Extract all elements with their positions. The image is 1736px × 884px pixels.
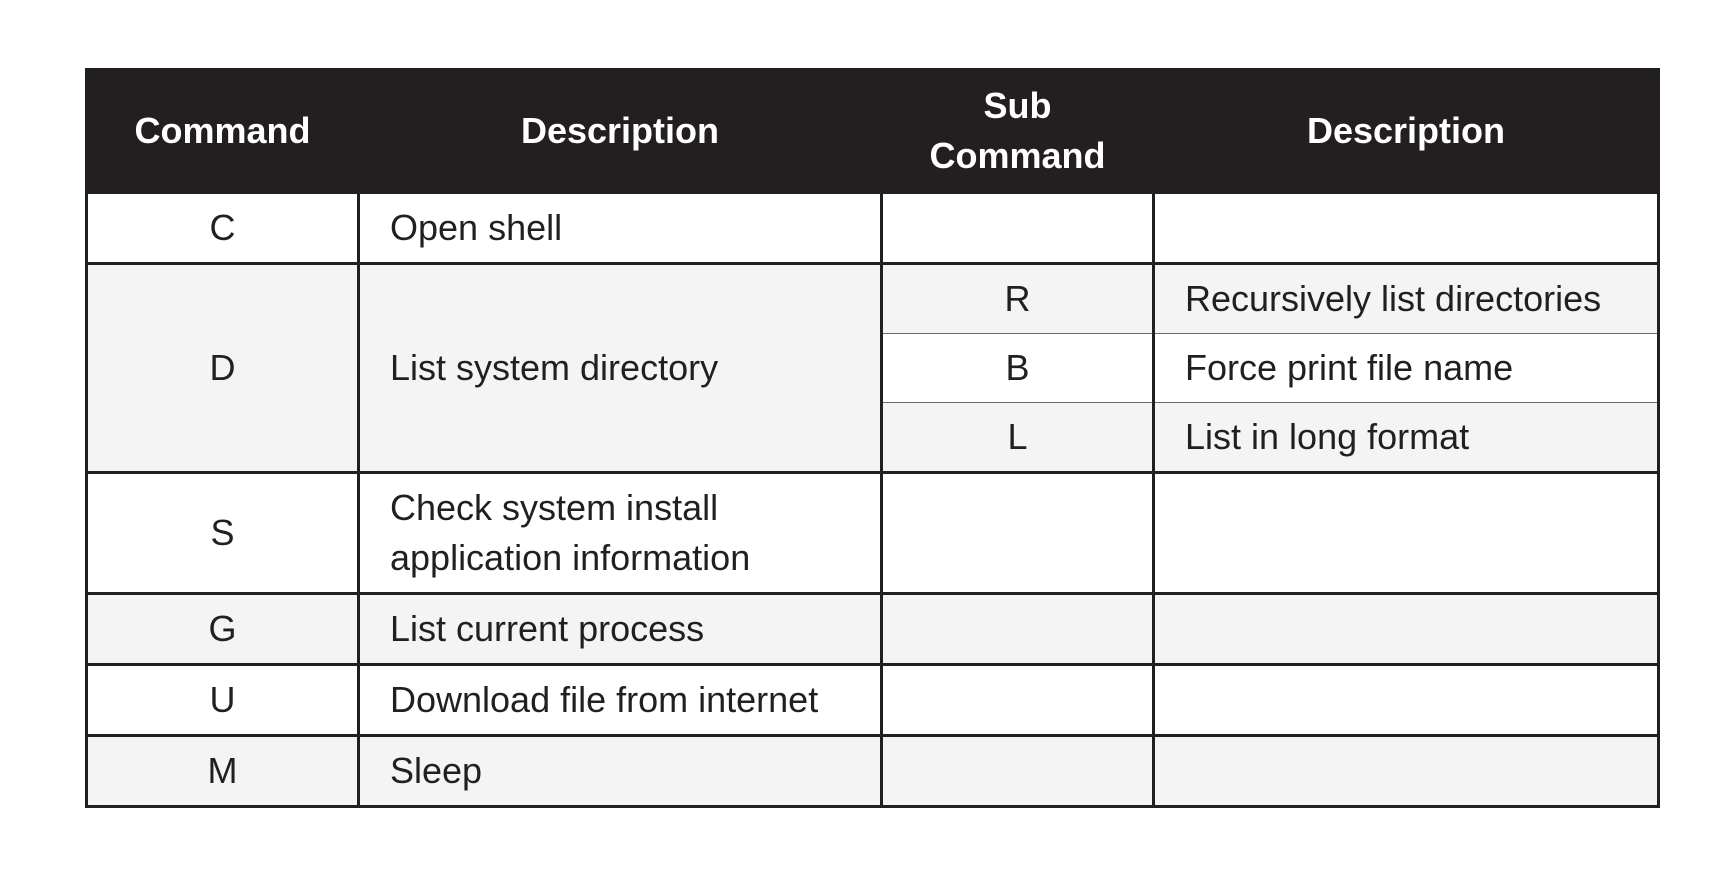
sub-command-cell — [882, 736, 1154, 807]
sub-description-cell — [1154, 736, 1659, 807]
sub-command-cell — [882, 473, 1154, 594]
command-table — [85, 68, 1660, 808]
sub-description-cell: List in long format — [1154, 403, 1659, 473]
header-sub-command: Sub Command — [882, 70, 1154, 193]
sub-command-cell: B — [882, 334, 1154, 403]
table-row — [87, 264, 1659, 334]
command-cell: S — [87, 473, 359, 594]
table-row — [87, 193, 1659, 264]
command-cell: M — [87, 736, 359, 807]
sub-description-cell — [1154, 473, 1659, 594]
sub-description-cell: Force print file name — [1154, 334, 1659, 403]
table-row — [87, 473, 1659, 594]
command-cell: G — [87, 594, 359, 665]
sub-command-cell — [882, 594, 1154, 665]
sub-description-cell — [1154, 193, 1659, 264]
description-cell: List current process — [359, 594, 882, 665]
sub-description-cell: Recursively list directories — [1154, 264, 1659, 334]
description-cell: Open shell — [359, 193, 882, 264]
description-cell: Sleep — [359, 736, 882, 807]
sub-command-cell: L — [882, 403, 1154, 473]
header-command: Command — [87, 70, 359, 193]
sub-command-cell — [882, 193, 1154, 264]
command-cell: U — [87, 665, 359, 736]
description-cell — [359, 473, 882, 594]
sub-command-cell: R — [882, 264, 1154, 334]
description-cell: List system directory — [359, 264, 882, 473]
sub-description-cell — [1154, 665, 1659, 736]
header-sub-description: Description — [1154, 70, 1659, 193]
table-row — [87, 594, 1659, 665]
command-cell: C — [87, 193, 359, 264]
description-line: Check system install — [390, 487, 719, 528]
description-cell: Download file from internet — [359, 665, 882, 736]
header-description: Description — [359, 70, 882, 193]
table-row — [87, 665, 1659, 736]
header-row — [87, 70, 1659, 193]
description-line: application information — [390, 537, 751, 578]
sub-description-cell — [1154, 594, 1659, 665]
command-cell: D — [87, 264, 359, 473]
table-row — [87, 736, 1659, 807]
sub-command-cell — [882, 665, 1154, 736]
